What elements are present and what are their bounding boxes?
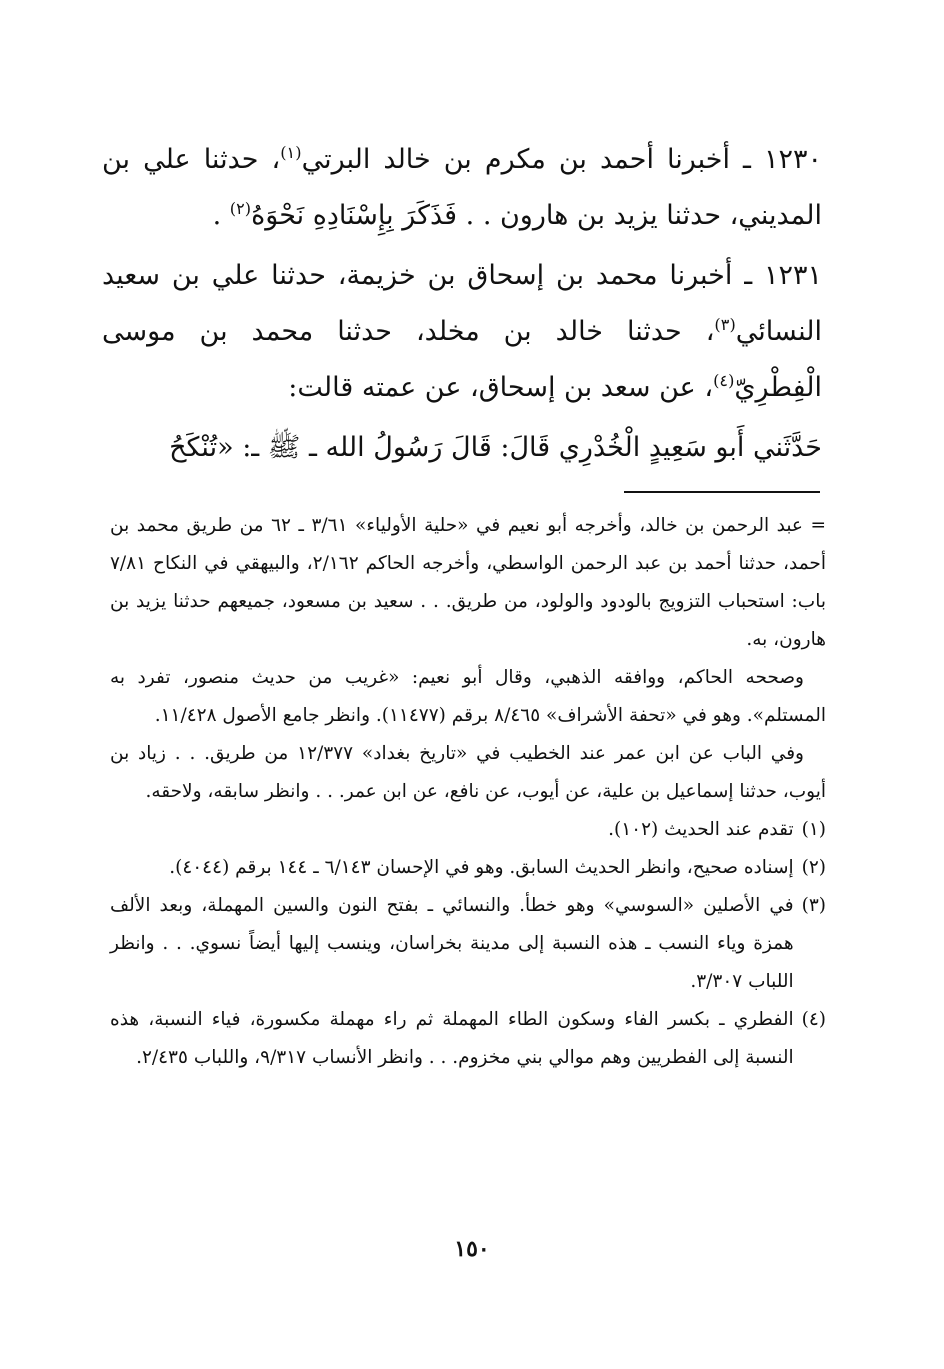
hadith-1231-matn: حَدَّثَني أَبو سَعِيدٍ الْخُدْرِي قَالَ: قَالَ رَسُولُ الله ـ ﷺ ـ: «تُنْكَحُ xyxy=(169,432,822,463)
footnote-3 xyxy=(110,887,826,1001)
footnote-continuation-2: وصححه الحاكم، ووافقه الذهبي، وقال أبو نعيم: «غريب من حديث منصور، تفرد به المستلم». وهو في «تحفة الأشراف» ٨/٤٦٥ برقم (١١٤٧٧). وانظر جامع الأصول ١١/٤٢٨. xyxy=(110,667,826,726)
hadith-1230-end: . xyxy=(212,200,230,231)
hadith-1231-text-end: ، عن سعد بن إسحاق، عن عمته قالت: xyxy=(288,372,714,403)
page-number: ١٥٠ xyxy=(454,1236,490,1262)
footnote-1 xyxy=(110,811,826,849)
main-text xyxy=(102,132,822,480)
hadith-1230-text: ١٢٣٠ ـ أخبرنا أحمد بن مكرم بن خالد البرتي xyxy=(301,144,822,175)
footnote-2 xyxy=(110,849,826,887)
footnote-ref-3: (٣) xyxy=(714,315,736,334)
footnote-4-text: الفطري ـ بكسر الفاء وسكون الطاء المهملة ثم راء مهملة مكسورة، فياء النسبة، هذه النسبة إلى الفطريين وهم موالي بني مخزوم. . . وانظر الأنساب ٩/٣١٧، واللباب ٢/٤٣٥. xyxy=(110,1009,794,1068)
footnote-1-number: (١) xyxy=(801,819,826,840)
footnote-separator xyxy=(624,491,820,493)
hadith-1231-text-cont: ، حدثنا خالد بن مخلد، حدثنا محمد بن موسى الْفِطْرِيّ xyxy=(102,316,822,403)
footnote-continuation-3: وفي الباب عن ابن عمر عند الخطيب في «تاريخ بغداد» ١٢/٣٧٧ من طريق. . . زياد بن أيوب، حدثنا إسماعيل بن علية، عن أيوب، عن نافع، عن ابن عمر. . . وانظر سابقه، ولاحقه. xyxy=(110,743,826,802)
hadith-1231-text: ١٢٣١ ـ أخبرنا محمد بن إسحاق بن خزيمة، حدثنا علي بن سعيد النسائي xyxy=(102,260,822,347)
footnote-ref-4: (٤) xyxy=(713,371,735,390)
hadith-1230 xyxy=(102,132,822,244)
footnote-2-number: (٢) xyxy=(801,857,826,878)
footnote-1-text: تقدم عند الحديث (١٠٢). xyxy=(608,819,794,840)
footnote-4 xyxy=(110,1001,826,1077)
footnotes xyxy=(110,507,826,1077)
footnote-continuation-1: = عبد الرحمن بن خالد، وأخرجه أبو نعيم في «حلية الأولياء» ٣/٦١ ـ ٦٢ من طريق محمد بن أحمد، حدثنا أحمد بن عبد الرحمن الواسطي، وأخرجه الحاكم ٢/١٦٢، والبيهقي في النكاح ٧/٨١ باب: استحباب التزويج بالودود والولود، من طريق. . . سعيد بن مسعود، جميعهم حدثنا يزيد بن هارون، به. xyxy=(110,515,827,650)
footnote-ref-2: (٢) xyxy=(229,199,252,218)
footnote-4-number: (٤) xyxy=(801,1009,826,1030)
footnote-2-text: إسناده صحيح، وانظر الحديث السابق. وهو في الإحسان ٦/١٤٣ ـ ١٤٤ برقم (٤٠٤٤). xyxy=(169,857,794,878)
hadith-1230-text-cont: ، حدثنا علي بن المديني، حدثنا يزيد بن هارون . . فَذَكَرَ بِإِسْنَادِهِ نَحْوَهُ xyxy=(102,144,822,231)
footnote-ref-1: (١) xyxy=(280,143,302,162)
footnote-3-number: (٣) xyxy=(801,895,826,916)
hadith-1231 xyxy=(102,248,822,416)
footnote-3-text: في الأصلين «السوسي» وهو خطأ. والنسائي ـ بفتح النون والسين المهملة، وبعد الألف همزة وياء النسب ـ هذه النسبة إلى مدينة بخراسان، وينسب إليها أيضاً نسوي. . . وانظر اللباب ٣/٣٠٧. xyxy=(110,895,794,992)
